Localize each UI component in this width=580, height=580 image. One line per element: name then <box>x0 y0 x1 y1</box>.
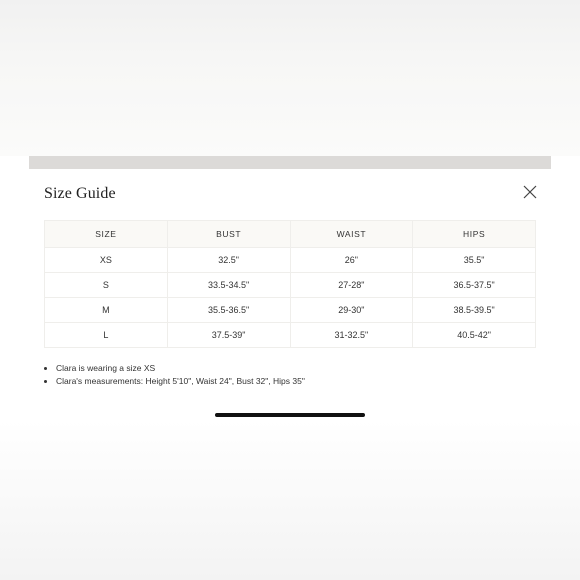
background-blur-top <box>0 0 580 156</box>
cell-bust: 35.5-36.5" <box>167 298 290 323</box>
cell-waist: 26" <box>290 248 413 273</box>
column-header-hips: HIPS <box>413 221 536 248</box>
table-header-row <box>45 221 536 248</box>
list-item: • Clara is wearing a size XS <box>56 362 305 375</box>
column-header-waist: WAIST <box>290 221 413 248</box>
cell-hips: 36.5-37.5" <box>413 273 536 298</box>
close-button[interactable] <box>522 184 538 200</box>
cell-bust: 37.5-39" <box>167 323 290 348</box>
cell-hips: 38.5-39.5" <box>413 298 536 323</box>
cell-waist: 29-30" <box>290 298 413 323</box>
size-table <box>44 220 536 348</box>
table-row <box>45 323 536 348</box>
cell-size: M <box>45 298 168 323</box>
size-guide-modal <box>29 156 551 420</box>
column-header-size: SIZE <box>45 221 168 248</box>
table-row <box>45 298 536 323</box>
background-blur-bottom <box>0 420 580 580</box>
cell-waist: 27-28" <box>290 273 413 298</box>
table-row <box>45 248 536 273</box>
cell-size: S <box>45 273 168 298</box>
modal-top-bar <box>29 156 551 169</box>
list-item: • Clara's measurements: Height 5'10", Waist 24", Bust 32", Hips 35" <box>56 375 305 388</box>
cell-bust: 33.5-34.5" <box>167 273 290 298</box>
cell-size: L <box>45 323 168 348</box>
cell-hips: 40.5-42" <box>413 323 536 348</box>
cell-waist: 31-32.5" <box>290 323 413 348</box>
close-icon <box>522 184 538 200</box>
table-row <box>45 273 536 298</box>
cell-size: XS <box>45 248 168 273</box>
column-header-bust: BUST <box>167 221 290 248</box>
cell-bust: 32.5" <box>167 248 290 273</box>
model-notes-list <box>44 362 305 388</box>
home-indicator[interactable] <box>215 413 365 417</box>
cell-hips: 35.5" <box>413 248 536 273</box>
modal-title: Size Guide <box>44 185 116 202</box>
